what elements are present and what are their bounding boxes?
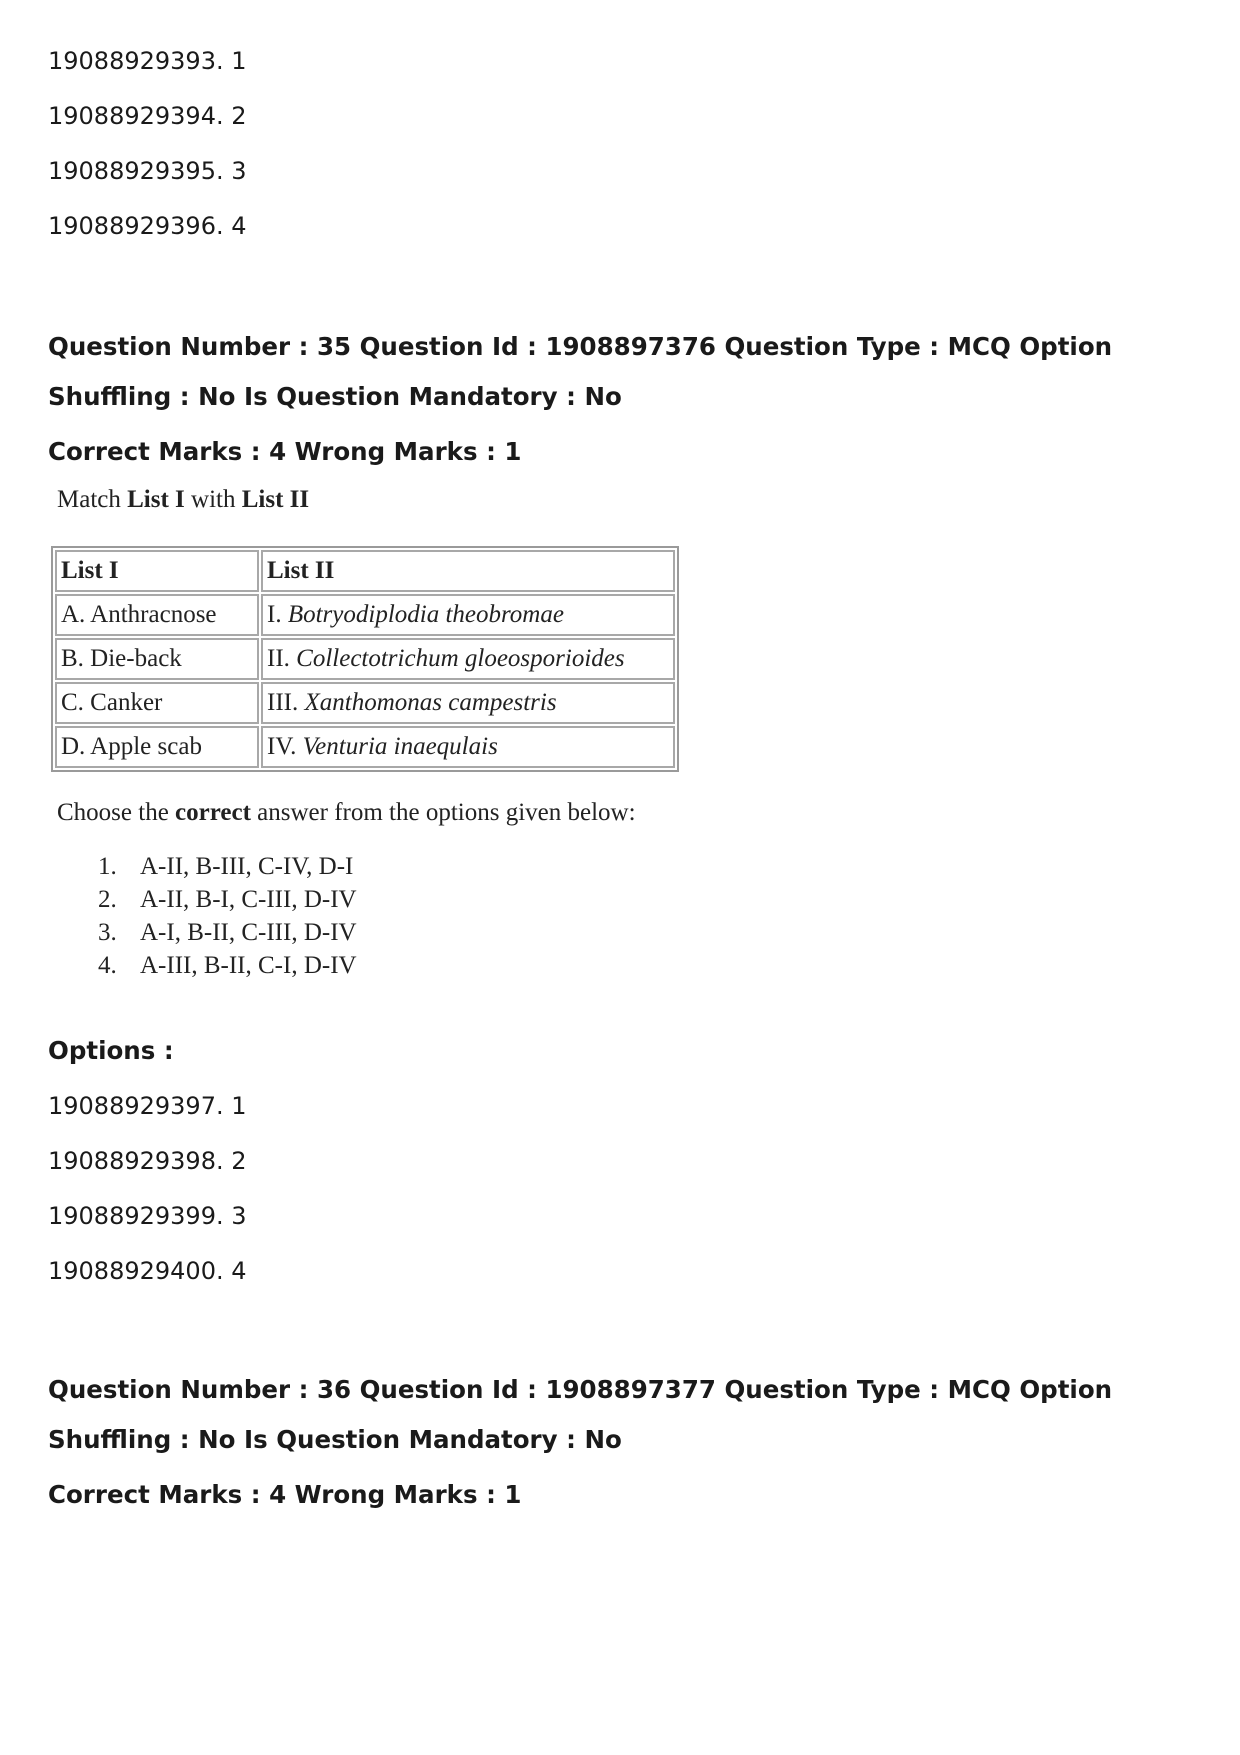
option-id: 19088929399 xyxy=(48,1202,216,1230)
list-1-cell: D. Apple scab xyxy=(55,726,259,768)
match-table xyxy=(51,546,679,772)
option-value: 4 xyxy=(231,212,247,240)
option-id: 19088929397 xyxy=(48,1092,216,1120)
list-2-cell: IV. Venturia inaequlais xyxy=(261,726,675,768)
option-value: 3 xyxy=(231,1202,247,1230)
table-row xyxy=(55,594,675,636)
list-1-cell: A. Anthracnose xyxy=(55,594,259,636)
question-stem: Match List I with List II xyxy=(57,486,310,513)
options-label: Options : xyxy=(48,1036,174,1065)
choose-instruction: Choose the correct answer from the options given below: xyxy=(57,799,636,826)
list-2-cell: II. Collectotrichum gloeosporioides xyxy=(261,638,675,680)
option-id: 19088929394 xyxy=(48,102,216,130)
list-item: 2. A-II, B-I, C-III, D-IV xyxy=(98,886,357,913)
list-2-cell: I. Botryodiplodia theobromae xyxy=(261,594,675,636)
table-row xyxy=(55,726,675,768)
option-id: 19088929400 xyxy=(48,1257,216,1285)
option-id: 19088929398 xyxy=(48,1147,216,1175)
question-35-marks: Correct Marks : 4 Wrong Marks : 1 xyxy=(48,437,522,466)
option-1: 19088929397. 1 xyxy=(48,1092,247,1120)
header-list-1: List I xyxy=(55,550,259,592)
header-list-2: List II xyxy=(261,550,675,592)
prev-option-4: 19088929396. 4 xyxy=(48,212,247,240)
table-row xyxy=(55,638,675,680)
list-2-cell: III. Xanthomonas campestris xyxy=(261,682,675,724)
option-3: 19088929399. 3 xyxy=(48,1202,247,1230)
question-36-marks: Correct Marks : 4 Wrong Marks : 1 xyxy=(48,1480,522,1509)
list-item: 3. A-I, B-II, C-III, D-IV xyxy=(98,919,357,946)
question-35-image xyxy=(48,486,808,996)
table-row xyxy=(55,682,675,724)
prev-option-1: 19088929393. 1 xyxy=(48,47,247,75)
option-2: 19088929398. 2 xyxy=(48,1147,247,1175)
option-id: 19088929396 xyxy=(48,212,216,240)
option-id: 19088929393 xyxy=(48,47,216,75)
option-id: 19088929395 xyxy=(48,157,216,185)
option-value: 1 xyxy=(231,1092,247,1120)
option-value: 2 xyxy=(231,102,247,130)
prev-option-3: 19088929395. 3 xyxy=(48,157,247,185)
table-header-row xyxy=(55,550,675,592)
answer-choices xyxy=(98,850,357,982)
option-value: 4 xyxy=(231,1257,247,1285)
list-item: 1. A-II, B-III, C-IV, D-I xyxy=(98,853,354,880)
list-1-cell: B. Die-back xyxy=(55,638,259,680)
option-value: 2 xyxy=(231,1147,247,1175)
list-1-cell: C. Canker xyxy=(55,682,259,724)
option-4: 19088929400. 4 xyxy=(48,1257,247,1285)
question-35-header: Question Number : 35 Question Id : 1908897376 Question Type : MCQ Option Shuffling : No Is Question Mandatory : No xyxy=(48,332,1113,411)
prev-option-2: 19088929394. 2 xyxy=(48,102,247,130)
list-item: 4. A-III, B-II, C-I, D-IV xyxy=(98,952,357,979)
option-value: 3 xyxy=(231,157,247,185)
question-36-header: Question Number : 36 Question Id : 1908897377 Question Type : MCQ Option Shuffling : No Is Question Mandatory : No xyxy=(48,1375,1113,1454)
option-value: 1 xyxy=(231,47,247,75)
